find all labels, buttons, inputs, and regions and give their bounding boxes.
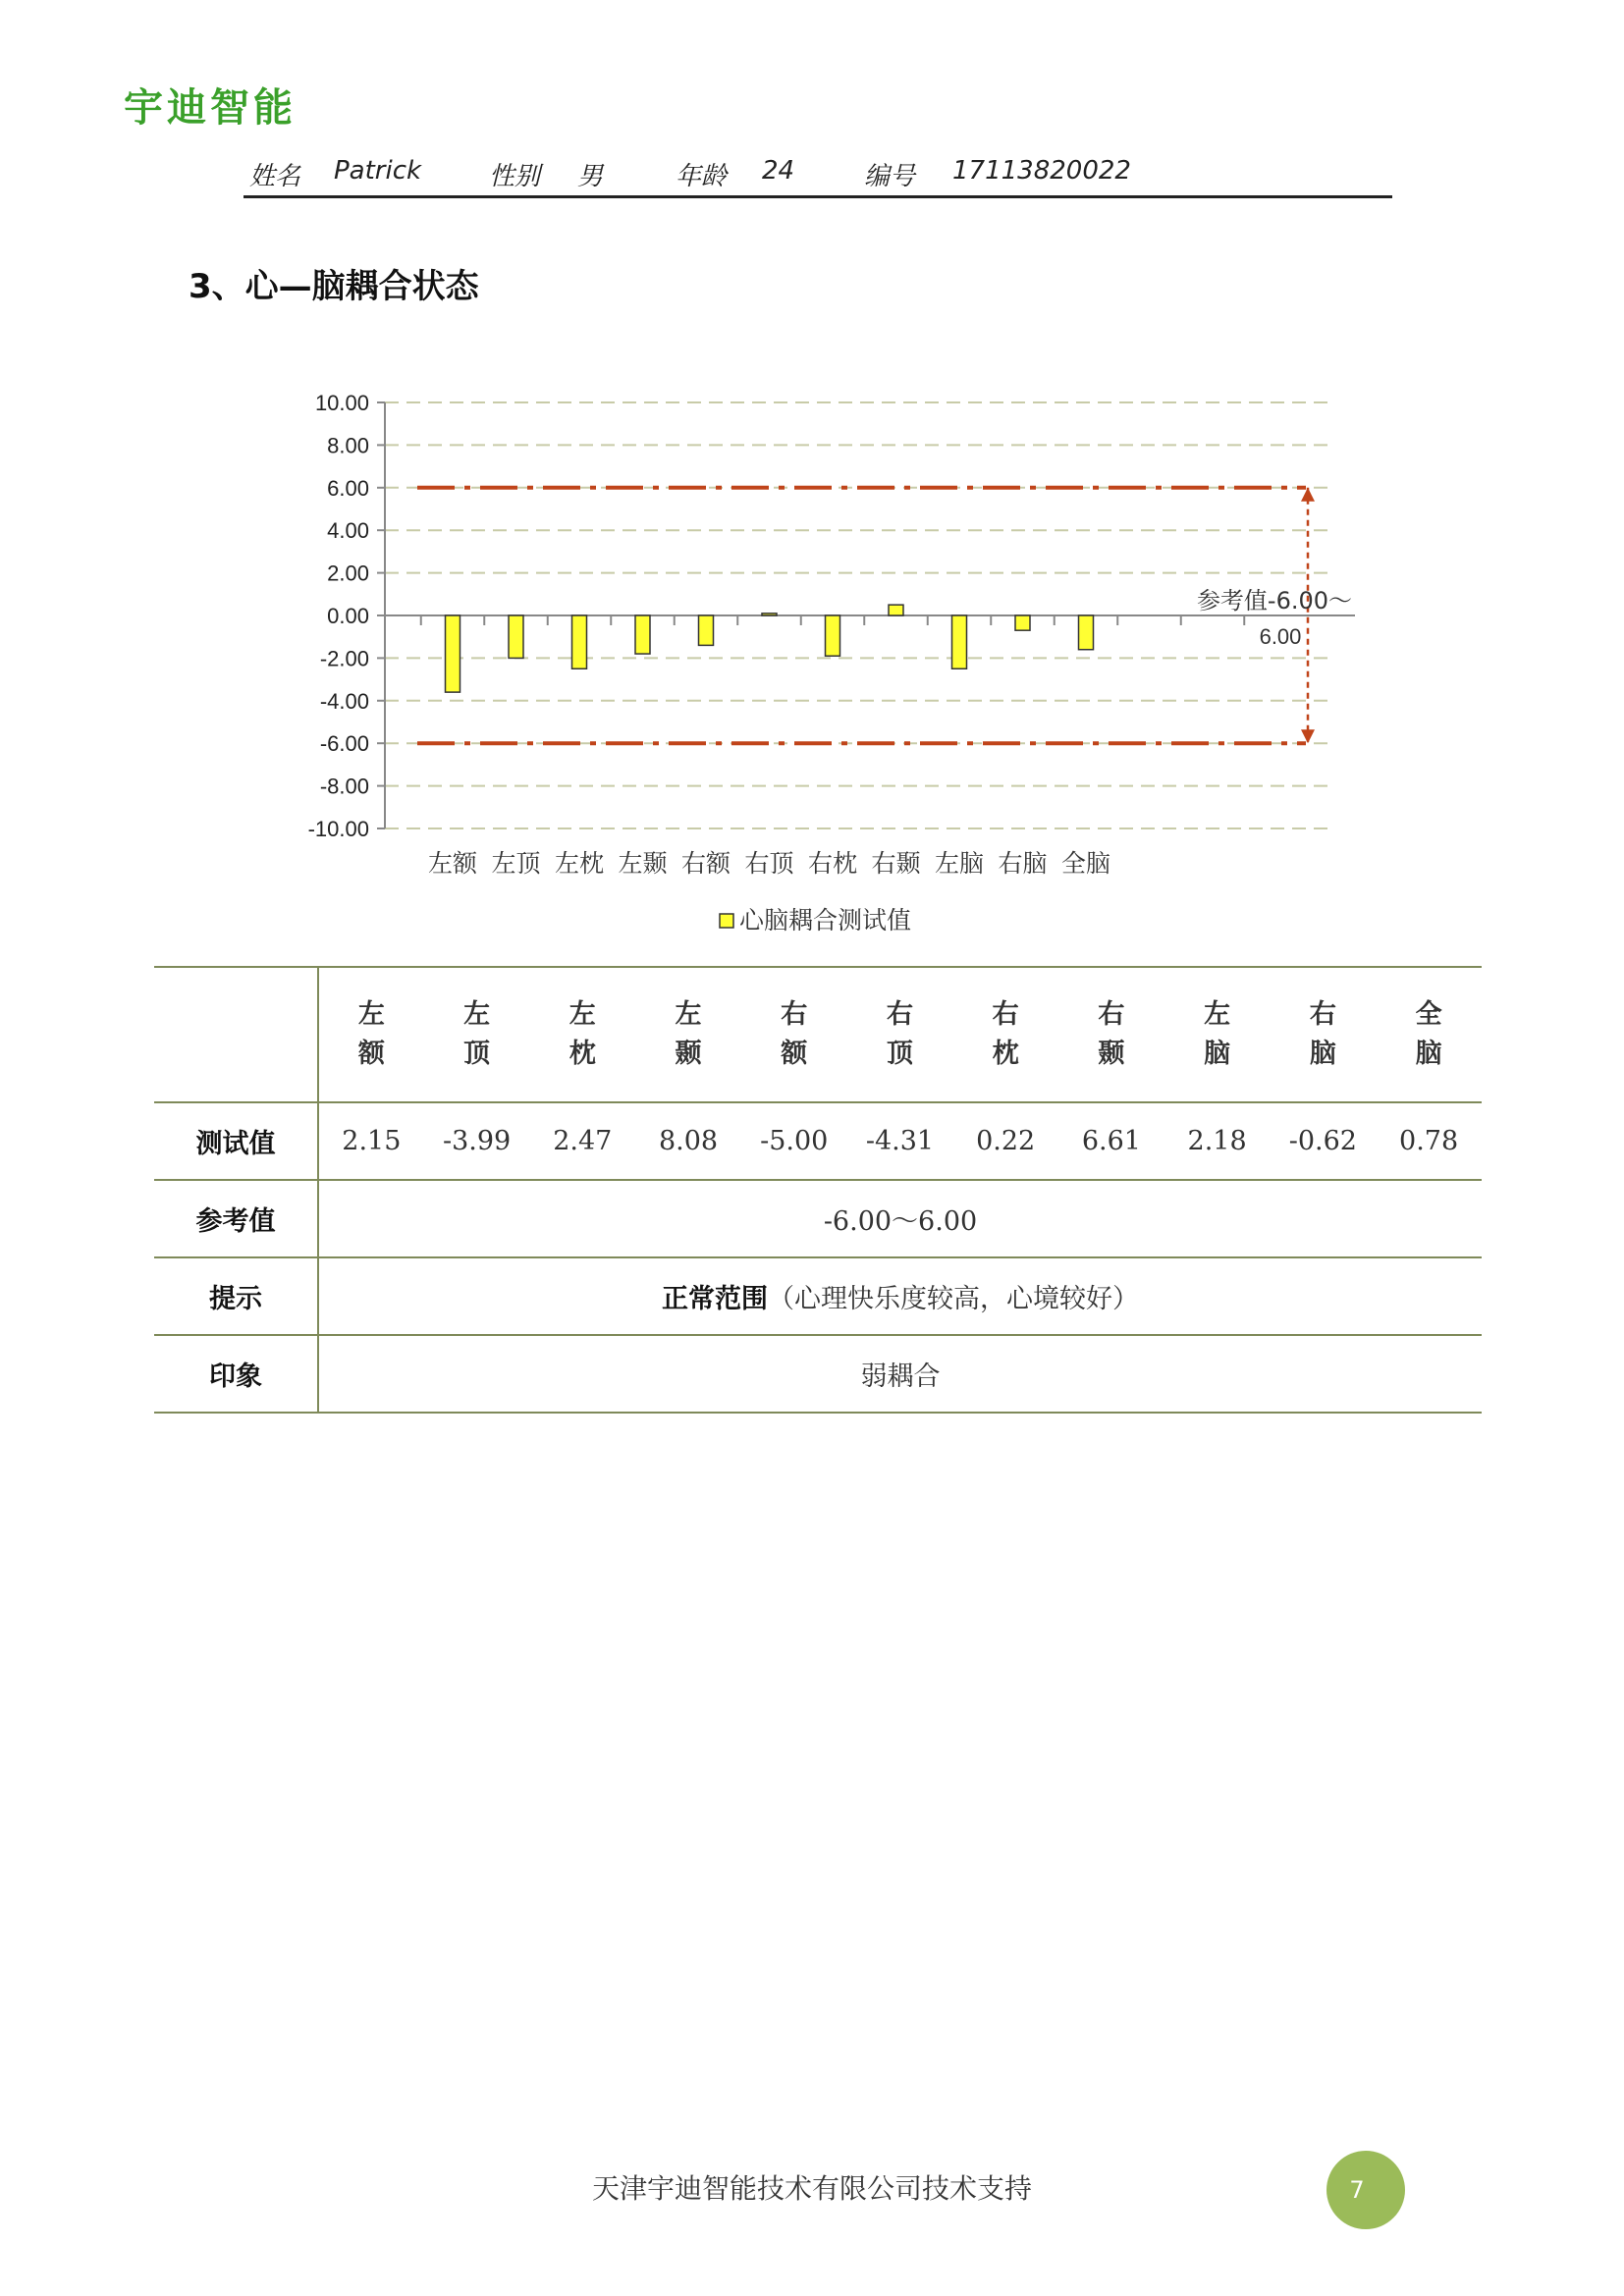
test-value-cell: -5.00 xyxy=(741,1102,847,1180)
reference-label-line1: 参考值-6.00～ xyxy=(1196,587,1353,614)
column-header-char: 脑 xyxy=(1309,1039,1336,1069)
test-value-cell: -0.62 xyxy=(1270,1102,1376,1180)
test-value-cell: 8.08 xyxy=(635,1102,741,1180)
column-header-char: 脑 xyxy=(1415,1039,1442,1069)
x-tick-label: 左顶 xyxy=(491,849,541,878)
column-header xyxy=(529,967,635,1102)
y-tick-label: -4.00 xyxy=(319,688,369,714)
y-tick-label: -2.00 xyxy=(319,646,369,671)
bar xyxy=(952,615,967,668)
bar xyxy=(1015,615,1030,630)
hint-row xyxy=(154,1257,1482,1335)
reference-arrow-down xyxy=(1301,729,1315,743)
bar xyxy=(446,615,460,692)
column-header xyxy=(1164,967,1271,1102)
column-header xyxy=(1058,967,1164,1102)
bar xyxy=(635,615,650,654)
y-tick-label: 8.00 xyxy=(327,433,369,458)
x-tick-label: 右顶 xyxy=(744,849,794,878)
test-value-cell: 6.61 xyxy=(1058,1102,1164,1180)
column-header-char: 颞 xyxy=(1098,1039,1125,1069)
age-label: 年龄 xyxy=(676,162,728,191)
x-tick-label: 右枕 xyxy=(807,849,858,878)
age-value: 24 xyxy=(762,156,795,186)
test-value-cell: 2.47 xyxy=(529,1102,635,1180)
x-tick-label: 左脑 xyxy=(934,849,985,878)
x-tick-label: 左颞 xyxy=(618,849,668,878)
hint-value xyxy=(318,1257,1482,1335)
column-header-char: 右 xyxy=(781,999,808,1030)
reference-row xyxy=(154,1180,1482,1257)
name-value: Patrick xyxy=(334,156,422,186)
column-header xyxy=(424,967,530,1102)
bar xyxy=(572,615,587,668)
page-number: 7 xyxy=(1326,2151,1405,2229)
column-header-char: 枕 xyxy=(568,1039,596,1069)
column-header-char: 左 xyxy=(568,999,596,1030)
column-header-char: 左 xyxy=(357,999,385,1030)
column-header-char: 脑 xyxy=(1204,1039,1231,1069)
section-title: 3、心—脑耦合状态 xyxy=(189,267,479,306)
column-header xyxy=(847,967,953,1102)
y-tick-label: 10.00 xyxy=(314,391,369,415)
corner-cell xyxy=(154,967,318,1102)
column-header-char: 颞 xyxy=(675,1039,702,1069)
reference-label-line2: 6.00 xyxy=(1259,624,1302,649)
y-tick-label: 0.00 xyxy=(327,604,369,628)
x-tick-label: 全脑 xyxy=(1060,849,1111,878)
company-logo: 宇迪智能 xyxy=(124,85,297,131)
x-tick-label: 左枕 xyxy=(554,849,605,878)
column-header-char: 右 xyxy=(1098,999,1125,1030)
legend-label: 心脑耦合测试值 xyxy=(739,906,912,934)
impression-row xyxy=(154,1335,1482,1413)
bar xyxy=(826,615,840,656)
column-header-char: 顶 xyxy=(886,1039,913,1069)
name-label: 姓名 xyxy=(249,162,301,191)
coupling-chart xyxy=(275,383,1375,952)
column-header-char: 左 xyxy=(675,999,702,1030)
x-tick-label: 右额 xyxy=(680,849,731,878)
y-tick-label: -8.00 xyxy=(319,774,369,799)
bar xyxy=(509,615,523,658)
y-tick-label: -10.00 xyxy=(307,817,369,841)
test-value-cell: 2.18 xyxy=(1164,1102,1271,1180)
y-tick-label: 4.00 xyxy=(327,518,369,544)
gender-label: 性别 xyxy=(489,162,541,191)
column-header-char: 右 xyxy=(992,999,1019,1030)
patient-header xyxy=(244,152,1392,198)
column-header xyxy=(952,967,1058,1102)
x-tick-label: 左额 xyxy=(427,849,478,878)
test-value-label: 测试值 xyxy=(154,1102,318,1180)
hint-label: 提示 xyxy=(154,1257,318,1335)
footer-text: 天津宇迪智能技术有限公司技术支持 xyxy=(591,2172,1032,2205)
column-header-char: 左 xyxy=(463,999,491,1030)
y-tick-label: 6.00 xyxy=(327,475,369,501)
column-header xyxy=(318,967,424,1102)
column-header-char: 全 xyxy=(1415,999,1442,1030)
impression-value: 弱耦合 xyxy=(318,1335,1482,1413)
hint-bold-text: 正常范围 xyxy=(662,1284,768,1314)
test-value-row xyxy=(154,1102,1482,1180)
column-header-char: 右 xyxy=(886,999,913,1030)
column-header-char: 额 xyxy=(781,1039,808,1069)
table-header-row xyxy=(154,967,1482,1102)
test-value-cell: 2.15 xyxy=(318,1102,424,1180)
x-tick-label: 右颞 xyxy=(871,849,921,878)
gender-value: 男 xyxy=(577,162,604,191)
column-header-char: 左 xyxy=(1204,999,1231,1030)
test-value-cell: -3.99 xyxy=(424,1102,530,1180)
bar xyxy=(762,614,777,615)
id-label: 编号 xyxy=(864,162,916,191)
coupling-table xyxy=(154,966,1482,1414)
bar xyxy=(889,605,903,615)
test-value-cell: 0.22 xyxy=(952,1102,1058,1180)
column-header xyxy=(741,967,847,1102)
bar xyxy=(699,615,714,645)
column-header-char: 枕 xyxy=(992,1039,1019,1069)
id-value: 17113820022 xyxy=(952,156,1131,186)
column-header-char: 顶 xyxy=(463,1039,491,1069)
bar xyxy=(1079,615,1094,650)
reference-value: -6.00～6.00 xyxy=(318,1180,1482,1257)
test-value-cell: -4.31 xyxy=(847,1102,953,1180)
reference-label: 参考值 xyxy=(154,1180,318,1257)
impression-label: 印象 xyxy=(154,1335,318,1413)
hint-rest-text: （心理快乐度较高，心境较好） xyxy=(768,1284,1139,1314)
column-header xyxy=(635,967,741,1102)
y-tick-label: -6.00 xyxy=(319,731,369,757)
legend-swatch xyxy=(720,914,733,928)
test-value-cell: 0.78 xyxy=(1376,1102,1482,1180)
column-header-char: 右 xyxy=(1309,999,1336,1030)
y-tick-label: 2.00 xyxy=(327,561,369,586)
column-header xyxy=(1376,967,1482,1102)
reference-arrow-up xyxy=(1301,488,1315,502)
x-tick-label: 右脑 xyxy=(998,849,1048,878)
column-header-char: 额 xyxy=(357,1039,385,1069)
column-header xyxy=(1270,967,1376,1102)
